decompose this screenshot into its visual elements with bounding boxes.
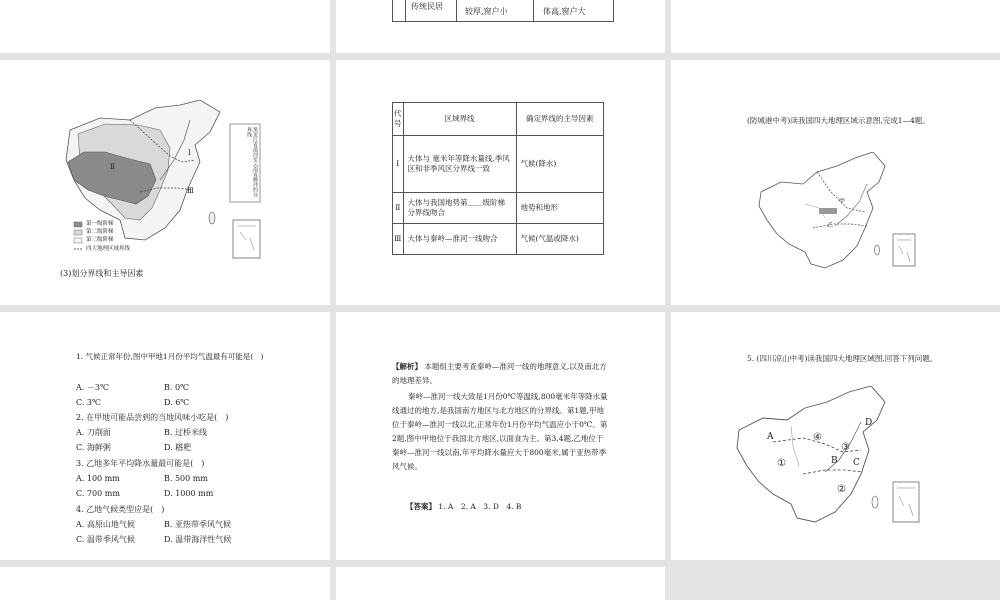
- slide-tile-q5[interactable]: [671, 312, 1000, 560]
- option[interactable]: D. 糌粑: [164, 443, 192, 452]
- map-mark-4: ④: [813, 432, 822, 443]
- option[interactable]: A. 高原山地气候: [76, 520, 135, 529]
- option[interactable]: A. 100 mm: [76, 474, 120, 483]
- slide-tile-intro[interactable]: [671, 60, 1000, 305]
- map-mark-jia: 甲: [839, 198, 846, 205]
- analysis-para-1: [392, 360, 610, 388]
- slide-tile-bottom-mid[interactable]: [336, 567, 665, 600]
- analysis-label: 【解析】: [392, 362, 422, 371]
- region-mark-iii: Ⅲ: [187, 187, 194, 195]
- slide-tile-questions[interactable]: [0, 312, 330, 560]
- table-header: 确定界线的主导因素: [516, 103, 604, 136]
- table-cell-line: 大体与我国地势第＿＿级阶梯分界线吻合: [403, 193, 516, 224]
- option[interactable]: A. 刀削面: [76, 428, 111, 437]
- option[interactable]: B. 0℃: [164, 383, 190, 392]
- legend-item: 四大地理区域界线: [86, 246, 131, 252]
- legend-item: 第三级阶梯: [86, 237, 114, 243]
- table-cell-code: Ⅱ: [393, 193, 404, 224]
- intro-text: (防城港中考)读我国四大地理区域示意图,完成1—4题。: [747, 116, 930, 125]
- region-mark-i: Ⅰ: [188, 149, 191, 157]
- region-mark-ii: Ⅱ: [110, 163, 115, 171]
- table-cell-factor: 气候(气温或降水): [516, 224, 604, 255]
- map-caption: (3)划分界线和主导因素: [60, 269, 144, 278]
- slide-tile-top-right[interactable]: [671, 0, 1000, 53]
- boundary-table: [392, 102, 604, 255]
- table-cell-line: 大体与 毫米年等降水量线,季风区和非季风区分界线一致: [403, 136, 516, 193]
- map-mark-b: B: [831, 456, 838, 466]
- option[interactable]: C. 700 mm: [76, 489, 120, 498]
- map-mark-3: ③: [841, 442, 850, 453]
- slide-tile-top-left[interactable]: [0, 0, 330, 53]
- option[interactable]: C. 海鲜粥: [76, 443, 111, 452]
- slide-tile-analysis[interactable]: [336, 312, 665, 560]
- option[interactable]: A. －3℃: [76, 383, 109, 392]
- table-fragment: [392, 0, 614, 22]
- question-4: 4. 乙地气候类型应是( ): [76, 505, 165, 514]
- question-3: 3. 乙地多年平均降水量最可能是( ): [76, 459, 205, 468]
- question-1: 1. 气候正常年份,图中甲地1月份平均气温最有可能是( ): [76, 352, 264, 361]
- slide-tile-bottom-left[interactable]: [0, 567, 330, 600]
- table-cell-code: Ⅰ: [393, 136, 404, 193]
- slide-tile-terrain-map[interactable]: [0, 60, 330, 305]
- answer-label: 【答案】: [406, 502, 436, 511]
- q5-text: 5. (四川凉山中考)读我国四大地理区域图,回答下列问题。: [747, 354, 938, 363]
- option[interactable]: B. 亚热带季风气候: [164, 520, 231, 529]
- table-row-label: 传统民居: [411, 2, 443, 11]
- analysis-intro: 本题组主要考查秦岭—淮河一线的地理意义,以及南北方的地理差异。: [392, 362, 607, 385]
- table-cell-factor: 地势和地形: [516, 193, 604, 224]
- table-header: 代号: [393, 103, 404, 136]
- slide-tile-boundary-table[interactable]: [336, 60, 665, 305]
- legend-item: 第二级阶梯: [86, 229, 114, 235]
- map-mark-2: ②: [837, 484, 846, 495]
- map-mark-a: A: [767, 432, 774, 442]
- option[interactable]: C. 3℃: [76, 398, 101, 407]
- map-side-note: 黑龙江省漠河至云南省腾冲的分界线: [246, 127, 258, 197]
- map-mark-1: ①: [777, 458, 786, 469]
- slide-tile-top-mid[interactable]: [336, 0, 665, 53]
- option[interactable]: D. 6℃: [164, 398, 190, 407]
- question-2: 2. 在甲地可能品尝到的当地风味小吃是( ): [76, 413, 229, 422]
- answer-text: 1. A 2. A 3. D 4. B: [438, 502, 522, 511]
- china-terrain-map: [60, 100, 265, 262]
- analysis-para-2: 秦岭—淮河一线大致是1月份0℃等温线,800毫米年等降水量线通过的地方,是我国南方地区与北方地区的分界线。第1题,甲地位于秦岭—淮河一线以北,正常年份1月份平均气温应小于0℃。第2题,图中甲地位于我国北方地区,以面食为主。第3,4题,乙地位于秦岭—淮河一线以南,年平均降水量应大于800毫米,属于亚热带季风气候。: [392, 392, 608, 471]
- map-mark-yi: 乙: [827, 222, 834, 229]
- table-cell: 体高,窗户大: [543, 7, 586, 16]
- table-cell-line: 大体与秦岭—淮河一线吻合: [403, 224, 516, 255]
- option[interactable]: D. 温带海洋性气候: [164, 535, 232, 544]
- map-mark-d: D: [865, 418, 873, 428]
- option[interactable]: C. 温带季风气候: [76, 535, 135, 544]
- option[interactable]: B. 500 mm: [164, 474, 208, 483]
- table-cell-factor: 气候(降水): [516, 136, 604, 193]
- table-cell-code: Ⅲ: [393, 224, 404, 255]
- option[interactable]: B. 过桥米线: [164, 428, 207, 437]
- legend-item: 第一级阶梯: [86, 221, 114, 227]
- table-header: 区域界线: [403, 103, 516, 136]
- option[interactable]: D. 1000 mm: [164, 489, 214, 498]
- answer-line: [406, 500, 606, 514]
- map-mark-c: C: [853, 458, 860, 468]
- table-cell: 较厚,窗户小: [465, 7, 508, 16]
- china-regions-map: [755, 152, 919, 280]
- china-four-regions-map: [733, 386, 923, 536]
